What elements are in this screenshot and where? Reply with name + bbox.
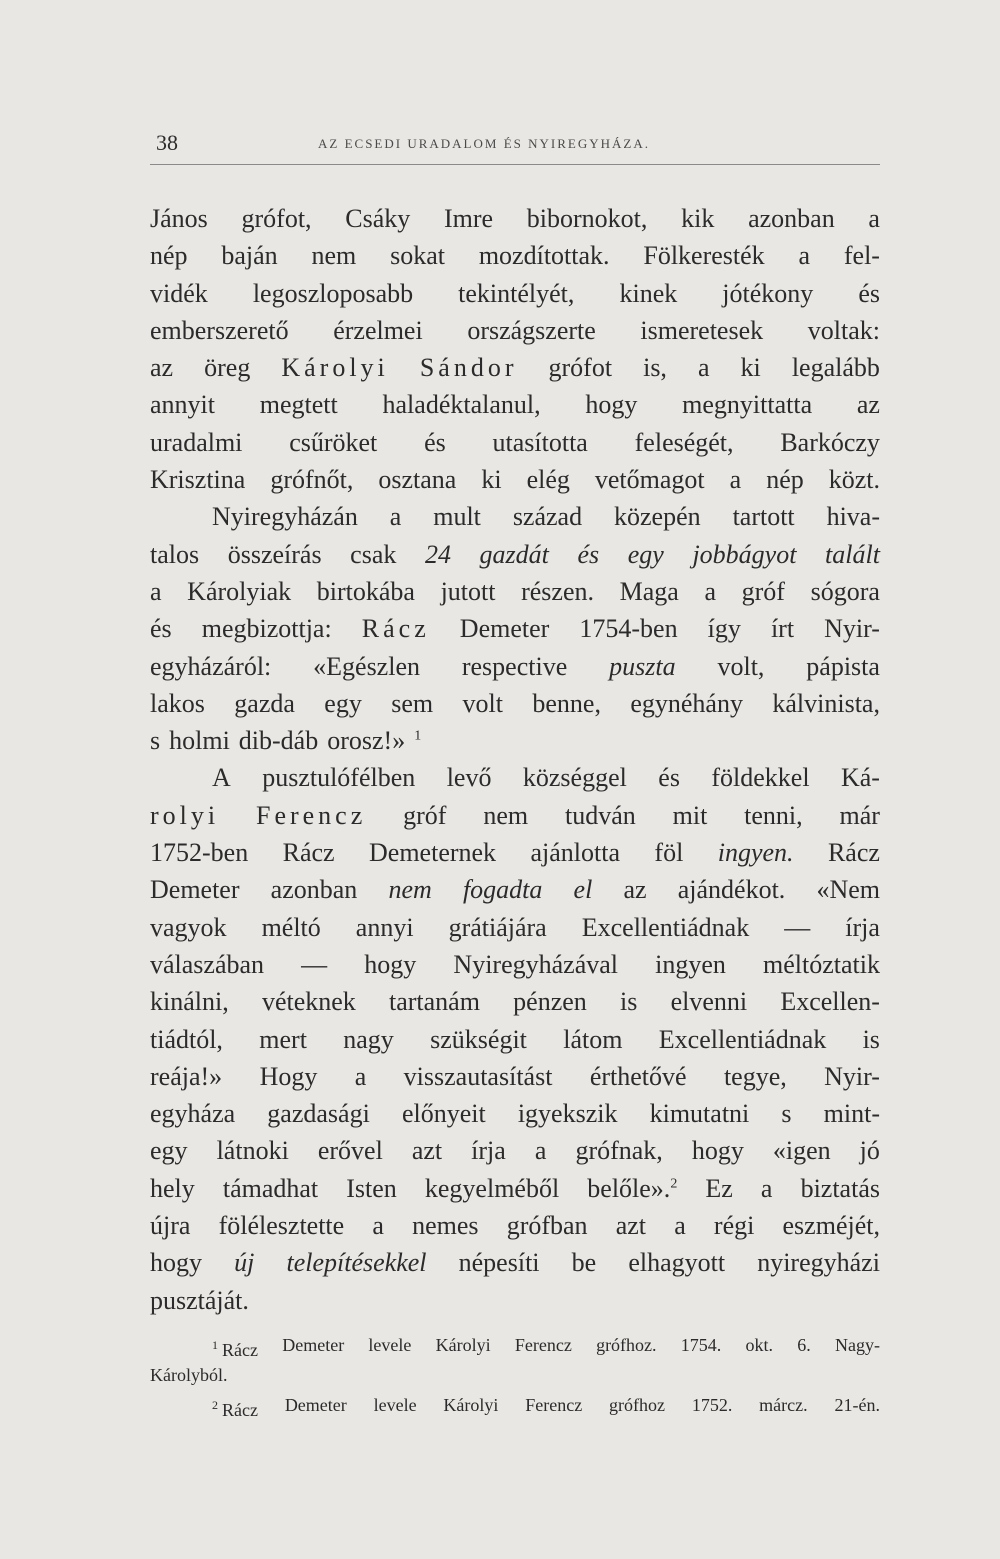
spaced-name: Sándor	[419, 353, 518, 383]
footnote-ref: 1	[414, 728, 422, 744]
text-line: és megbizottja: Rácz Demeter 1754-ben így írt Nyir-	[150, 610, 880, 647]
text-line: vagyok méltó annyi grátiájára Excellentiádnak — írja	[150, 912, 880, 942]
page-header	[150, 128, 880, 165]
body-text	[150, 200, 880, 1319]
spaced-name: Rácz	[361, 614, 430, 644]
footnotes	[150, 1330, 880, 1420]
footnote-mark: 2	[212, 1398, 218, 1412]
page-number: 38	[156, 130, 178, 155]
text-line: az öreg Károlyi Sándor grófot is, a ki legalább	[150, 349, 880, 386]
text-line: a Károlyiak birtokába jutott részen. Maga a gróf sógora	[150, 576, 880, 606]
text-line: újra fölélesztette a nemes grófban azt a régi eszméjét,	[150, 1211, 880, 1241]
footnote-2: 2 Rácz Demeter levele Károlyi Ferencz grófhoz 1752. márcz. 21-én.	[150, 1390, 880, 1420]
running-title: AZ ECSEDI URADALOM ÉS NYIREGYHÁZA.	[318, 136, 650, 151]
text-line: reája!» Hogy a visszautasítást érthetővé tegye, Nyir-	[150, 1061, 880, 1091]
spaced-name: rolyi	[150, 800, 220, 830]
text-line-paragraph-start: A pusztulófélben levő községgel és földekkel Ká-	[212, 763, 880, 793]
text-line: egyháza gazdasági előnyeit igyekszik kimutatni s mint-	[150, 1099, 880, 1129]
text-line: egy látnoki erővel azt írja a grófnak, hogy «igen jó	[150, 1136, 880, 1166]
text-line: tiádtól, mert nagy szükségit látom Excellentiádnak is	[150, 1024, 880, 1054]
text-line: hely támadhat Isten kegyelméből belőle».$^2$ Ez a biztatás	[150, 1173, 880, 1203]
text-line: nép baján nem sokat mozdítottak. Fölkeresték a fel-	[150, 241, 880, 271]
text-line: talos összeírás csak 24 gazdát és egy jobbágyot talált	[150, 539, 880, 569]
footnote-1-continuation: Károlyból.	[150, 1365, 228, 1385]
text-line: emberszerető érzelmei országszerte ismeretesek voltak:	[150, 315, 880, 345]
text-line: uradalmi csűröket és utasította feleségét, Barkóczy	[150, 427, 880, 457]
text-line: Krisztina grófnőt, osztana ki elég vetőmagot a nép közt.	[150, 465, 880, 495]
text-line: vidék legoszloposabb tekintélyét, kinek jótékony és	[150, 278, 880, 308]
text-line-paragraph-end: pusztáját.	[150, 1285, 249, 1315]
text-line: egyházáról: «Egészlen respective puszta volt, pápista	[150, 651, 880, 681]
text-line: rolyi Ferencz gróf nem tudván mit tenni, már	[150, 797, 880, 834]
footnote-mark: 1	[212, 1338, 218, 1352]
text-line: Demeter azonban nem fogadta el az ajándékot. «Nem	[150, 875, 880, 905]
text-line-paragraph-end: s holmi dib-dáb orosz!» $^1$	[150, 726, 422, 756]
text-line: hogy új telepítésekkel népesíti be elhagyott nyiregyházi	[150, 1248, 880, 1278]
text-line-paragraph-start: Nyiregyházán a mult század közepén tartott hiva-	[212, 502, 880, 532]
footnote-1: 1 Rácz Demeter levele Károlyi Ferencz grófhoz. 1754. okt. 6. Nagy-	[150, 1330, 880, 1360]
text-line: lakos gazda egy sem volt benne, egynéhány kálvinista,	[150, 688, 880, 718]
text-line: 1752-ben Rácz Demeternek ajánlotta föl ingyen. Rácz	[150, 838, 880, 868]
spaced-name: Ferencz	[255, 800, 367, 830]
text-line: válaszában — hogy Nyiregyházával ingyen méltóztatik	[150, 949, 880, 979]
spaced-name: Károlyi	[281, 353, 389, 383]
text-line: János grófot, Csáky Imre bibornokot, kik azonban a	[150, 204, 880, 233]
text-line: annyit megtett haladéktalanul, hogy megnyittatta az	[150, 390, 880, 420]
text-line: kinálni, véteknek tartanám pénzen is elvenni Excellen-	[150, 987, 880, 1017]
footnote-ref: 2	[670, 1176, 678, 1192]
